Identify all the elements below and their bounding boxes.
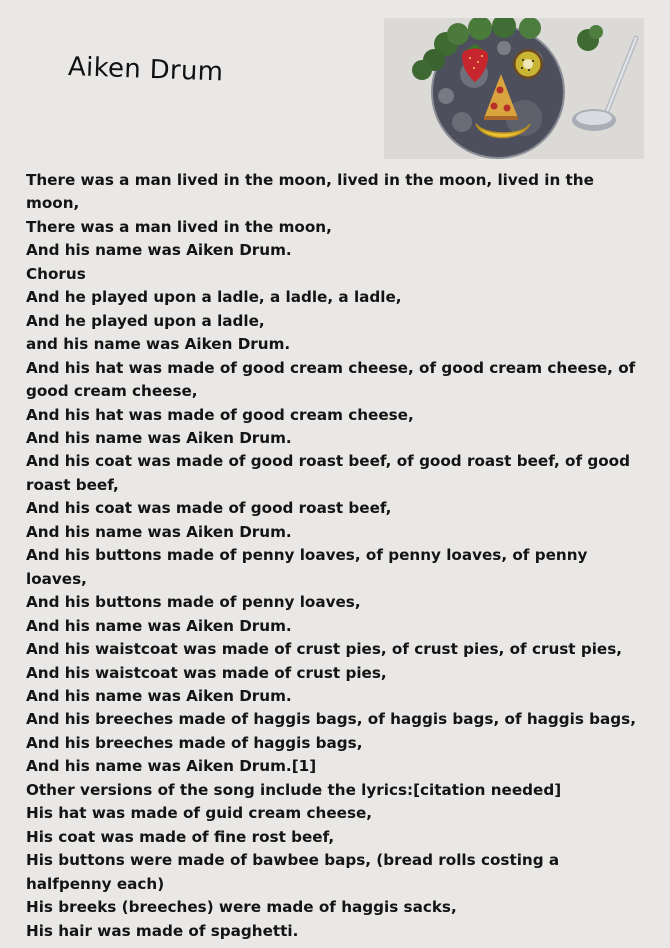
lyrics-line: Chorus (26, 264, 86, 283)
lyrics-line: And his coat was made of good roast beef, (26, 499, 392, 518)
lyrics-line: And his name was Aiken Drum. (26, 522, 292, 541)
lyrics-line: His hat was made of guid cream cheese, (26, 804, 373, 823)
lyrics-line: And he played upon a ladle, (26, 311, 265, 330)
lyrics-line: And his breeches made of haggis bags, (26, 733, 363, 752)
lyrics-line: His hair was made of spaghetti. (26, 921, 299, 940)
lyrics-line: His buttons were made of bawbee baps, (bread rolls costing a halfpenny each) (26, 851, 560, 893)
lyrics-line: There was a man lived in the moon, (26, 217, 332, 236)
lyrics-line: And his waistcoat was made of crust pies, (26, 663, 387, 682)
page-title: Aiken Drum (67, 52, 224, 88)
lyrics-line: and his name was Aiken Drum. (26, 335, 291, 354)
lyrics-line: His breeks (breeches) were made of haggis sacks, (26, 898, 457, 917)
lyrics-list (26, 169, 646, 943)
lyrics-line: And his hat was made of good cream cheese, (26, 405, 414, 424)
lyrics-line: And his name was Aiken Drum. (26, 241, 292, 260)
moon-food-face-illustration (384, 18, 644, 159)
lyrics-line: Other versions of the song include the lyrics:[citation needed] (26, 780, 562, 799)
lyrics-line: And his waistcoat was made of crust pies, of crust pies, of crust pies, (26, 640, 623, 659)
lyrics-line: And his coat was made of good roast beef, of good roast beef, of good roast beef, (26, 452, 630, 494)
lyrics-line: And he played upon a ladle, a ladle, a ladle, (26, 288, 402, 307)
lyrics-line: His coat was made of fine rost beef, (26, 827, 335, 846)
lyrics-line: There was a man lived in the moon, lived in the moon, lived in the moon, (26, 171, 594, 213)
lyrics-line: And his name was Aiken Drum.[1] (26, 757, 317, 776)
lyrics-line: And his name was Aiken Drum. (26, 428, 292, 447)
lyrics-line: And his name was Aiken Drum. (26, 616, 292, 635)
lyrics-line: And his buttons made of penny loaves, (26, 593, 361, 612)
lyrics-line: And his name was Aiken Drum. (26, 686, 292, 705)
lyrics-line: And his hat was made of good cream cheese, of good cream cheese, of good cream cheese, (26, 358, 636, 401)
lyrics-line: And his breeches made of haggis bags, of haggis bags, of haggis bags, (26, 710, 636, 729)
kiwi-icon (513, 49, 543, 79)
lyrics-line: And his buttons made of penny loaves, of penny loaves, of penny loaves, (26, 546, 588, 588)
